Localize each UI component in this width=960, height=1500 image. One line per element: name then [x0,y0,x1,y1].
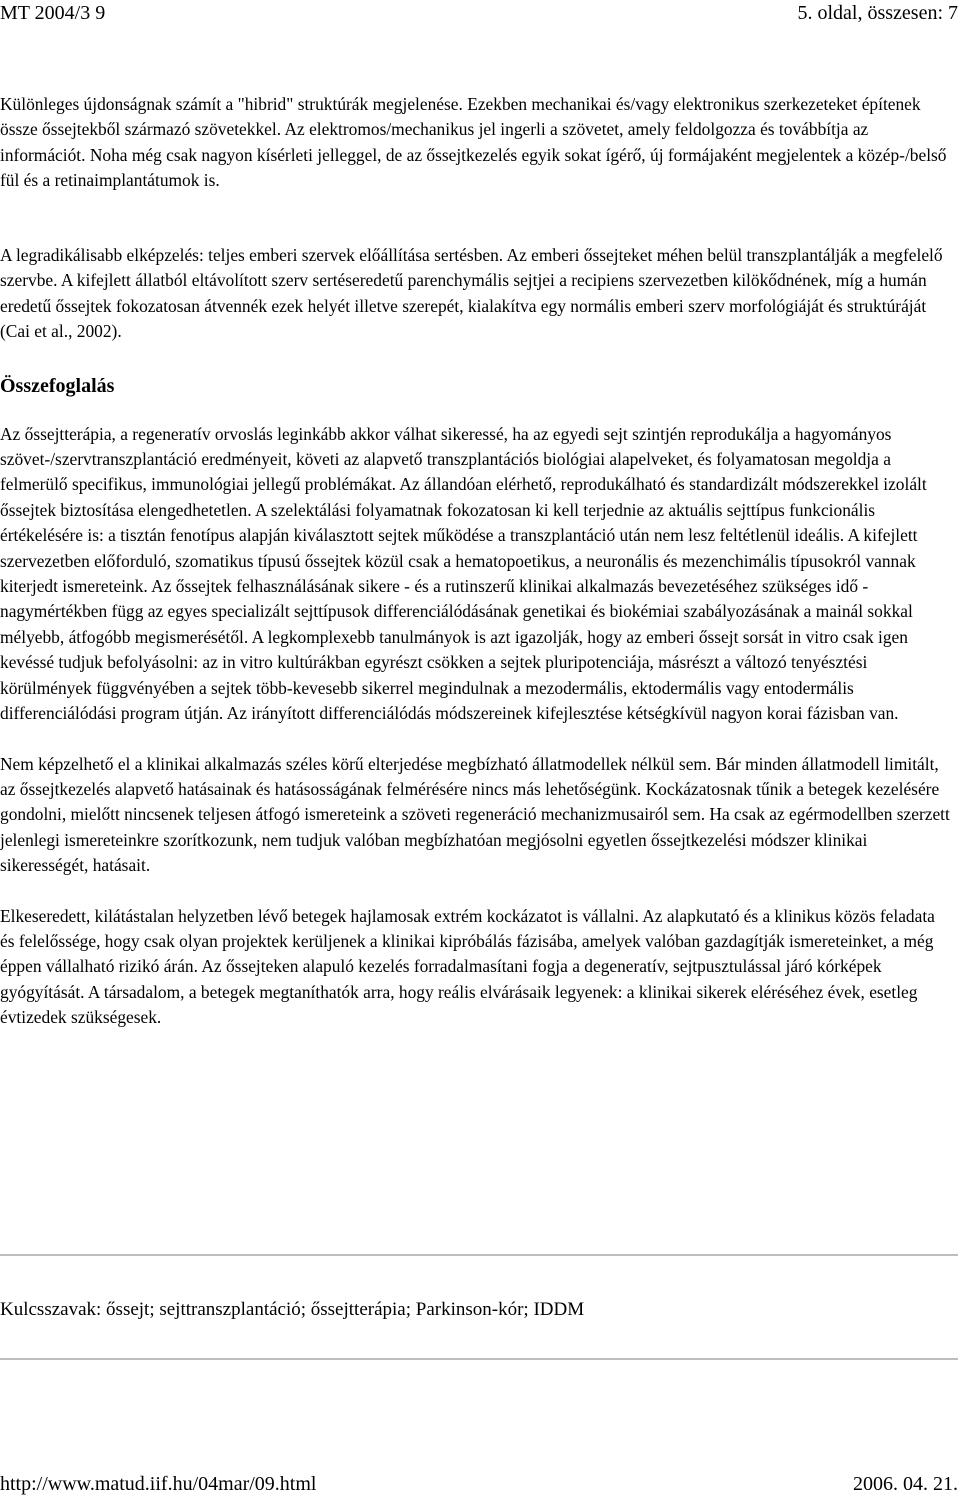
paragraph-organ-production: A legradikálisabb elképzelés: teljes emberi szervek előállítása sertésben. Az emberi őssejteket méhen belül transzplantálják a megfelelő szervbe. A kifejlett állatból eltávolított szerv sertéseredetű parenchymális sejtjei a recipiens szervezetben kilökődnének, míg a humán eredetű őssejtek fokozatosan átvennék ezek helyét illetve szerepét, kialakítva egy normális emberi szerv morfológiáját és struktúráját (Cai et al., 2002). [0,245,943,342]
divider-bottom [0,1358,958,1360]
divider-top [0,1254,958,1256]
page-counter: 5. oldal, összesen: 7 [797,2,958,24]
paragraph-summary-3: Elkeseredett, kilátástalan helyzetben lévő betegek hajlamosak extrém kockázatot is vállalni. Az alapkutató és a klinikus közös feladata és felelőssége, hogy csak olyan projektek kerüljenek a klinikai kipróbálás fázisába, amelyek valóban gazdagítják ismereteinket, a még éppen vállalható rizikó árán. Az őssejteken alapuló kezelés forradalmasítani fogja a degeneratív, sejtpusztulással járó kórképek gyógyítását. A társadalom, a betegek megtaníthatók arra, hogy reális elvárásaik legyenek: a klinikai sikerek eléréséhez évek, esetleg évtizedek szükségesek. [0,905,935,1028]
source-url[interactable]: http://www.matud.iif.hu/04mar/09.html [0,1473,317,1495]
page-footer [0,1470,960,1498]
article-body [0,92,952,1056]
summary-heading: Összefoglalás [0,374,115,397]
journal-issue-label: MT 2004/3 9 [0,2,106,24]
paragraph-summary-2: Nem képzelhető el a klinikai alkalmazás széles körű elterjedése megbízható állatmodellek nélkül sem. Bár minden állatmodell limitált, az őssejtkezelés alapvető hatásainak és hatásosságának felmérésére nincs más lehetőségünk. Kockázatosnak tűnik a betegek kezelésére gondolni, mielőtt nincsenek teljesen átfogó ismereteink a szöveti regeneráció mechanizmusairól sem. Ha csak az egérmodellben szerzett jelenlegi ismereteinkre szorítkozunk, nem tudjuk valóban megbízhatóan megjósolni egyetlen őssejtkezelési módszer klinikai sikerességét, hatásait. [0,753,950,876]
page-header [0,0,960,26]
paragraph-hybrid-structures: Különleges újdonságnak számít a "hibrid" struktúrák megjelenése. Ezekben mechanikai és/vagy elektronikus szerkezeteket építenek össze őssejtekből származó szövetekkel. Az elektromos/mechanikus jel ingerli a szövetet, amely feldolgozza és továbbítja az információt. Noha még csak nagyon kísérleti jelleggel, de az őssejtkezelés egyik sokat ígérő, új formájaként megjelentek a közép-/belső fül és a retinaimplantátumok is. [0,94,947,191]
keywords-line: Kulcsszavak: őssejt; sejttranszplantáció; őssejtterápia; Parkinson-kór; IDDM [0,1299,585,1320]
paragraph-summary-1: Az őssejtterápia, a regeneratív orvoslás leginkább akkor válhat sikeressé, ha az egyedi sejt szintjén reprodukálja a hagyományos szövet-/szervtranszplantáció eredményeit, követi az alapvető transzplantációs biológiai alapelveket, és folyamatosan megoldja a felmerülő specifikus, immunológiai jellegű problémákat. Az állandóan elérhető, reprodukálható és standardizált módszerekkel izolált őssejtek biztosítása elengedhetetlen. A szelektálási folyamatnak fokozatosan ki kell terjednie az aktuális sejttípus funkcionális értékelésére is: a tisztán fenotípus alapján kiválasztott sejtek működése a transzplantáció után nem lesz feltétlenül ideális. A kifejlett szervezetben előforduló, szomatikus típusú őssejtek közül csak a hematopoetikus, a neuronális és mezenchimális típusokról vannak kiterjedt ismereteink. Az őssejtek felhasználásának sikere - és a rutinszerű klinikai alkalmazás bevezetéséhez szükséges idő - nagymértékben függ az egyes specializált sejttípusok differenciálódásának genetikai és biokémiai szabályozásának a mainál sokkal mélyebb, átfogóbb megismerésétől. A legkomplexebb tanulmányok is azt igazolják, hogy az emberi őssejt sorsát in vitro csak igen kevéssé tudjuk befolyásolni: az in vitro kultúrákban egyrészt csökken a sejtek pluripotenciája, másrészt a változó tenyésztési körülmények függvényében a sejtek több-kevesebb sikerrel megindulnak a mezodermális, ektodermális vagy entodermális differenciálódási program útján. Az irányított differenciálódás módszereinek kifejlesztése kétségkívül nagyon korai fázisban van. [0,423,927,724]
print-date: 2006. 04. 21. [853,1473,958,1495]
